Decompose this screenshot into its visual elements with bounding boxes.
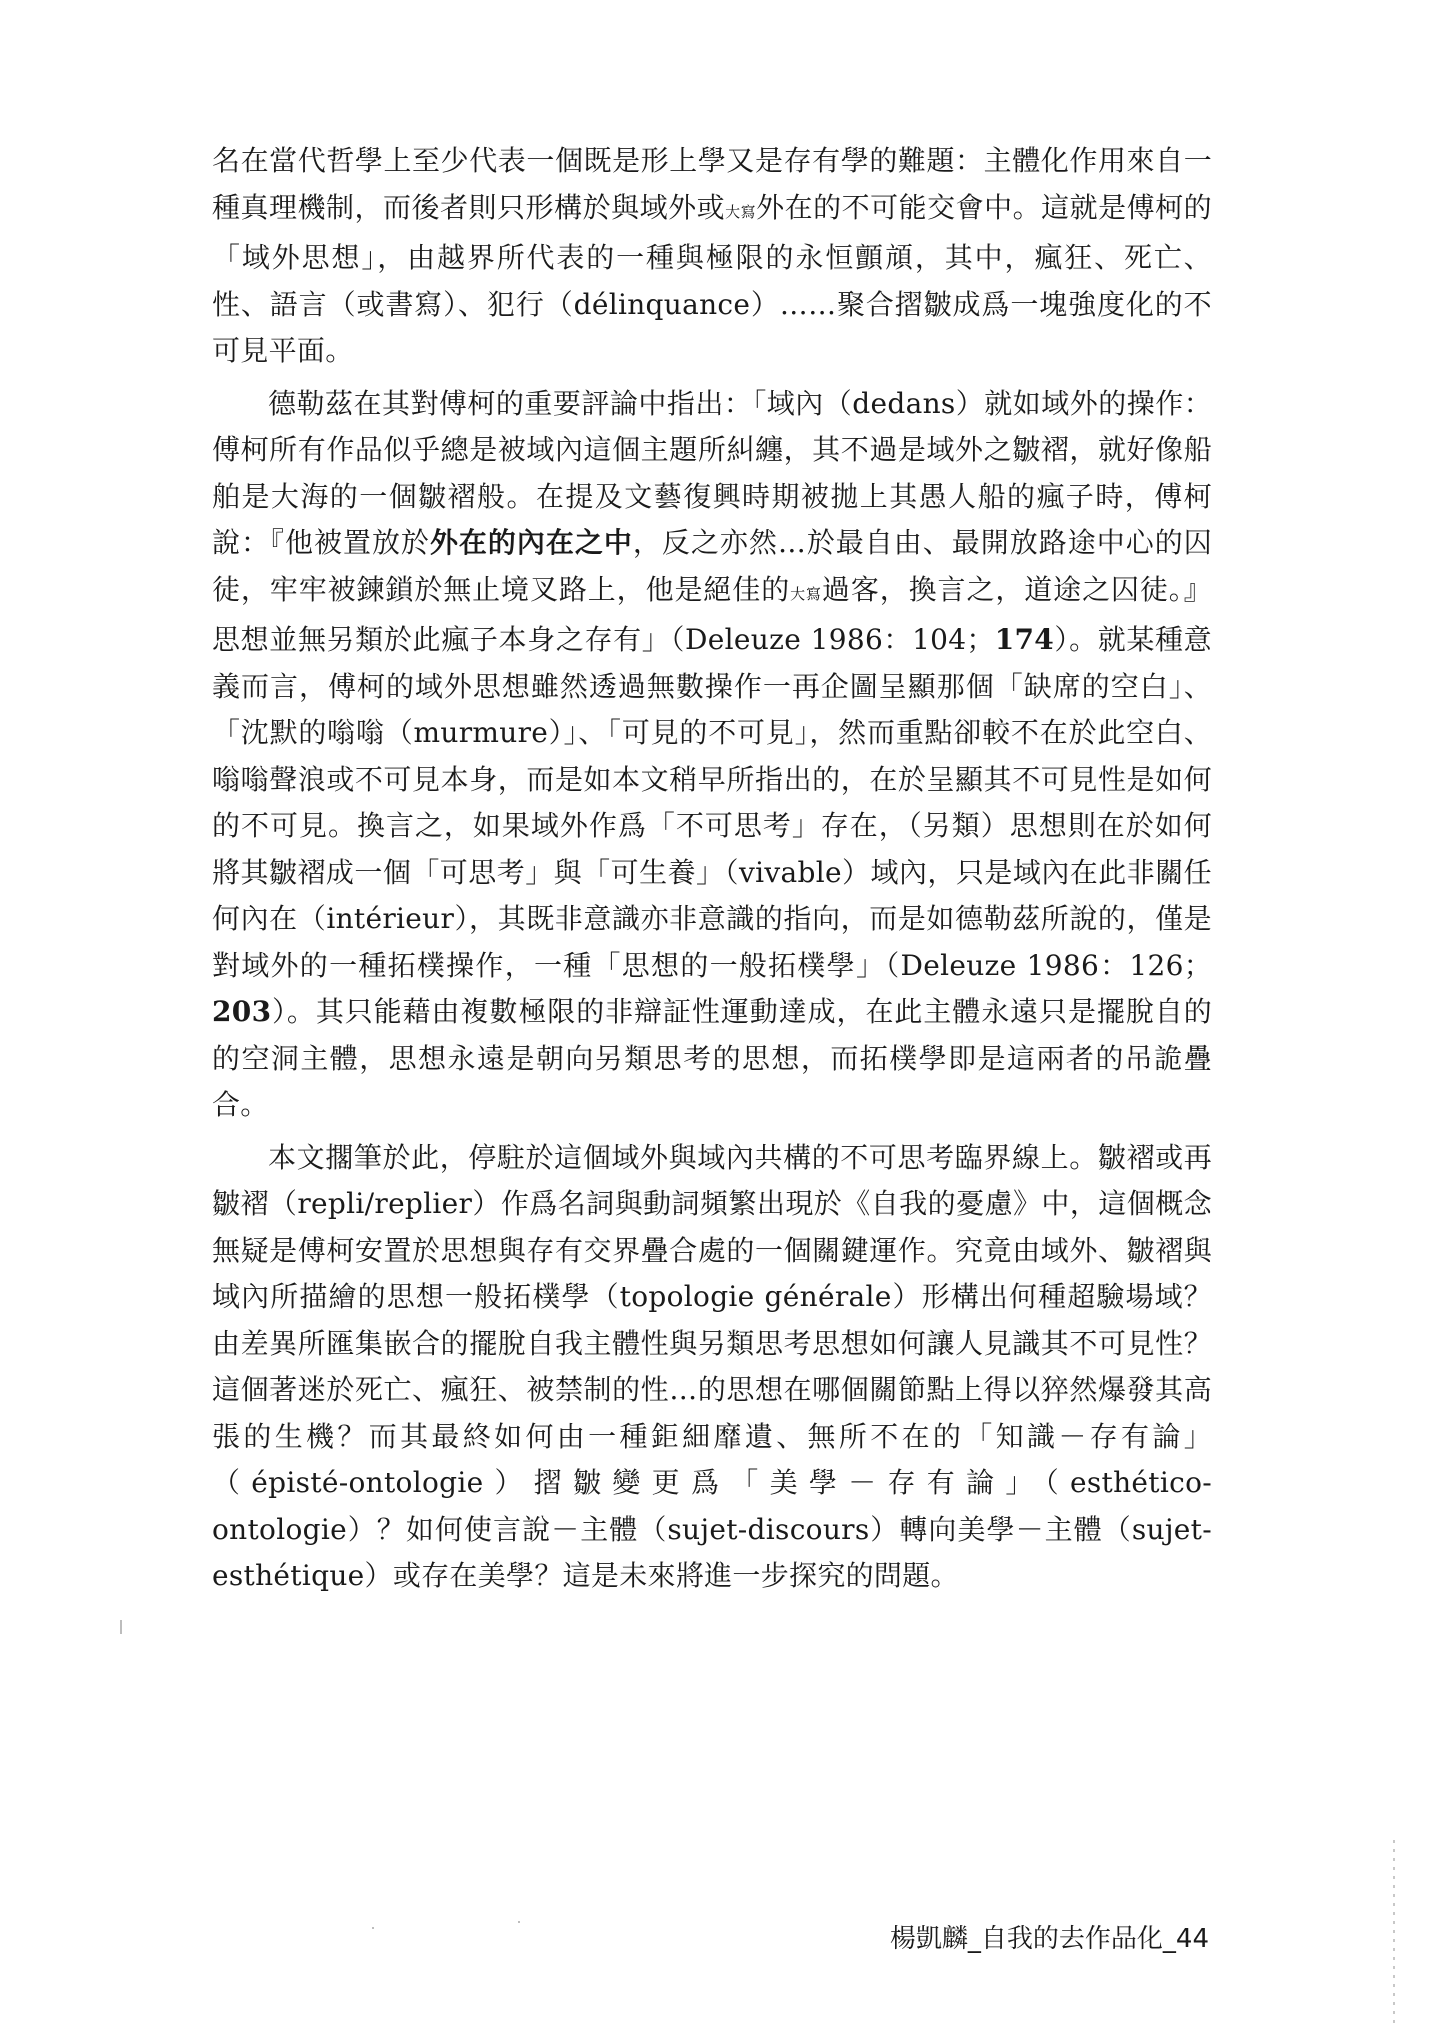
text-segment: 本文擱筆於此，停駐於這個域外與域內共構的不可思考臨界線上。皺褶或再皺褶（repli/replier）作爲名詞與動詞頻繁出現於《自我的憂慮》中，這個概念無疑是傅柯安置於思想與存有交界疊合處的一個關鍵運作。究竟由域外、皺褶與域內所描繪的思想一般拓樸學（topologie générale）形構出何種超驗場域？由差異所匯集嵌合的擺脫自我主體性與另類思考思想如何讓人見識其不可見性？這個著迷於死亡、瘋狂、被禁制的性…的思想在哪個關節點上得以猝然爆發其高張的生機？而其最終如何由一種鉅細靡遺、無所不在的「知識－存有論」（épisté-ontologie）摺皺變更爲「美學－存有論」（esthético-ontologie）？如何使言說－主體（sujet-discours）轉向美學－主體（sujet-esthétique）或存在美學？這是未來將進一步探究的問題。 bbox=[212, 1140, 1212, 1592]
text-segment: 德勒茲在其對傅柯的重要評論中指出：「域內（dedans）就如域外的操作：傅柯所有作品似乎總是被域內這個主題所糾纏，其不過是域外之皺褶，就好像船舶是大海的一個皺褶般。在提及文藝復興時期被拋上其愚人船的瘋子時，傅柯說：『他被置放於 bbox=[212, 386, 1212, 559]
emphasized-phrase: 外在的內在之中 bbox=[429, 526, 633, 559]
scan-speck bbox=[120, 1620, 122, 1634]
scan-edge-artifact bbox=[1393, 1840, 1395, 2024]
text-segment: ）。就某種意義而言，傅柯的域外思想雖然透過無數操作一再企圖呈顯那個「缺席的空白」、「沈默的嗡嗡（murmure）」、「可見的不可見」，然而重點卻較不在於此空白、嗡嗡聲浪或不可見本身，而是如本文稍早所指出的，在於呈顯其不可見性是如何的不可見。換言之，如果域外作爲「不可思考」存在，（另類）思想則在於如何將其皺褶成一個「可思考」與「可生養」（vivable）域內，只是域內在此非關任何內在（intérieur），其既非意識亦非意識的指向，而是如德勒茲所說的，僅是對域外的一種拓樸操作，一種「思想的一般拓樸學」（Deleuze 1986：126； bbox=[212, 623, 1212, 982]
bold-page-ref: 174 bbox=[994, 623, 1055, 656]
scan-speck bbox=[372, 1927, 374, 1929]
text-segment: 外在的不可能交會中。這就是傅柯的「域外思想」，由越界所代表的一種與極限的永恒顫頏，其中，瘋狂、死亡、性、語言（或書寫）、犯行（délinquance）……聚合摺皺成爲一塊強度化的不可見平面。 bbox=[212, 190, 1212, 367]
scan-speck bbox=[518, 1921, 520, 1923]
text-segment: 名在當代哲學上至少代表一個既是形上學又是存有學的難題：主體化作用來自一種真理機制，而後者則只形構於與域外或 bbox=[212, 144, 1212, 224]
text-segment: 過客，換言之，道途之囚徒。』思想並無另類於此瘋子本身之存有」（Deleuze 1986：104； bbox=[212, 572, 1212, 656]
paragraph-2 bbox=[212, 381, 1212, 1129]
page-footer: 楊凱麟_自我的去作品化_44 bbox=[889, 1924, 1209, 1954]
paragraph-3 bbox=[212, 1135, 1212, 1600]
small-annotation: 大寫 bbox=[725, 202, 757, 221]
small-annotation: 大寫 bbox=[790, 584, 822, 603]
text-segment: ）。其只能藉由複數極限的非辯証性運動達成，在此主體永遠只是擺脫自的的空洞主體，思想永遠是朝向另類思考的思想，而拓樸學即是這兩者的吊詭疊合。 bbox=[212, 995, 1212, 1121]
article-body bbox=[212, 138, 1212, 1606]
bold-page-ref: 203 bbox=[212, 995, 272, 1028]
paragraph-1 bbox=[212, 138, 1212, 375]
text-segment: ，反之亦然…於最自由、最開放路途中心的囚徒，牢牢被鍊鎖於無止境叉路上，他是絕佳的 bbox=[212, 526, 1212, 606]
